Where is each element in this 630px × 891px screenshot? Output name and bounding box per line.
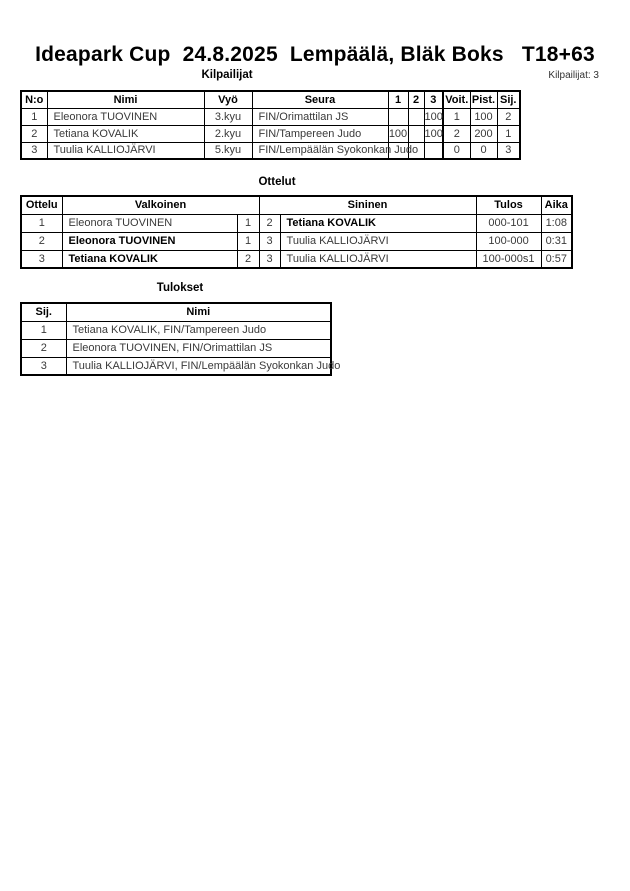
points-value: 200 (470, 125, 497, 142)
white-fighter-name: Tetiana KOVALIK (62, 250, 237, 268)
result-name (66, 321, 331, 339)
col-header-match3: 3 (424, 91, 443, 108)
col-header-nimi: Nimi (66, 303, 331, 321)
competitor-club (252, 142, 419, 159)
competitor-belt: 5.kyu (204, 142, 252, 159)
points-value: 0 (470, 142, 497, 159)
table-row (21, 125, 520, 142)
table-row (21, 250, 572, 268)
match-number: 2 (21, 232, 62, 250)
white-fighter-number: 1 (237, 214, 259, 232)
match-time: 0:31 (541, 232, 572, 250)
col-header-sij: Sij. (497, 91, 520, 108)
competitor-name: Tetiana KOVALIK (47, 125, 204, 142)
points-value: 100 (470, 108, 497, 125)
competitors-section-title: Kilpailijat (201, 69, 253, 81)
table-row (21, 142, 520, 159)
match3-score (424, 142, 443, 159)
matches-table (20, 195, 573, 269)
result-placement: 3 (21, 357, 66, 375)
match1-score (388, 108, 408, 125)
match-number: 3 (21, 250, 62, 268)
col-header-valkoinen: Valkoinen (62, 196, 259, 214)
white-fighter-number: 2 (237, 250, 259, 268)
table-row (21, 108, 520, 125)
results-table (20, 302, 341, 376)
match-result: 100-000s1 (476, 250, 541, 268)
blue-fighter-name: Tuulia KALLIOJÄRVI (280, 232, 476, 250)
col-header-tulos: Tulos (476, 196, 541, 214)
blue-fighter-name: Tetiana KOVALIK (280, 214, 476, 232)
match-time: 1:08 (541, 214, 572, 232)
result-name-text: Eleonora TUOVINEN, FIN/Orimattilan JS (72, 342, 273, 354)
blue-fighter-number: 2 (259, 214, 280, 232)
col-header-sij: Sij. (21, 303, 66, 321)
white-fighter-name: Eleonora TUOVINEN (62, 232, 237, 250)
table-row (21, 357, 331, 375)
match-result: 100-000 (476, 232, 541, 250)
competitor-number: 3 (21, 142, 47, 159)
wins-value: 2 (443, 125, 470, 142)
result-name (66, 339, 331, 357)
match-time: 0:57 (541, 250, 572, 268)
blue-fighter-name: Tuulia KALLIOJÄRVI (280, 250, 476, 268)
competitors-header-row (21, 91, 520, 108)
competitor-count: Kilpailijat: 3 (548, 70, 599, 81)
blue-fighter-number: 3 (259, 250, 280, 268)
match3-score: 100 (424, 108, 443, 125)
table-row (21, 214, 572, 232)
club-text: FIN/Lempäälän Syokonkan Judo (258, 144, 419, 157)
col-header-vyo: Vyö (204, 91, 252, 108)
table-row (21, 232, 572, 250)
match-number: 1 (21, 214, 62, 232)
col-header-nimi: Nimi (47, 91, 204, 108)
page-title: Ideapark Cup 24.8.2025 Lempäälä, Bläk Boks T18+63 (35, 43, 595, 66)
competitor-number: 2 (21, 125, 47, 142)
result-name-text: Tuulia KALLIOJÄRVI, FIN/Lempäälän Syokonkan Judo (72, 359, 341, 372)
placement-value: 1 (497, 125, 520, 142)
competitor-name: Eleonora TUOVINEN (47, 108, 204, 125)
blue-fighter-number: 3 (259, 232, 280, 250)
placement-value: 2 (497, 108, 520, 125)
match2-score (408, 108, 424, 125)
table-row (21, 321, 331, 339)
result-placement: 1 (21, 321, 66, 339)
col-header-sininen: Sininen (259, 196, 476, 214)
col-header-match2: 2 (408, 91, 424, 108)
col-header-voit: Voit. (443, 91, 470, 108)
white-fighter-number: 1 (237, 232, 259, 250)
matches-section-title: Ottelut (258, 176, 296, 188)
col-header-seura: Seura (252, 91, 388, 108)
table-row (21, 339, 331, 357)
club-text: FIN/Tampereen Judo (258, 127, 362, 140)
match2-score (408, 125, 424, 142)
club-text: FIN/Orimattilan JS (258, 110, 349, 123)
match1-score: 100 (388, 125, 408, 142)
match-result: 000-101 (476, 214, 541, 232)
competitor-number: 1 (21, 108, 47, 125)
result-name (66, 357, 341, 375)
col-header-pist: Pist. (470, 91, 497, 108)
col-header-ottelu: Ottelu (21, 196, 62, 214)
placement-value: 3 (497, 142, 520, 159)
competitors-table (20, 90, 521, 160)
matches-header-row (21, 196, 572, 214)
result-placement: 2 (21, 339, 66, 357)
match3-score: 100 (424, 125, 443, 142)
white-fighter-name: Eleonora TUOVINEN (62, 214, 237, 232)
results-header-row (21, 303, 331, 321)
col-header-match1: 1 (388, 91, 408, 108)
result-name-text: Tetiana KOVALIK, FIN/Tampereen Judo (72, 324, 267, 336)
col-header-aika: Aika (541, 196, 572, 214)
wins-value: 1 (443, 108, 470, 125)
col-header-no: N:o (21, 91, 47, 108)
competitor-club (252, 125, 388, 142)
competitor-club (252, 108, 388, 125)
wins-value: 0 (443, 142, 470, 159)
competitor-name: Tuulia KALLIOJÄRVI (47, 142, 204, 159)
competitor-belt: 2.kyu (204, 125, 252, 142)
results-section-title: Tulokset (156, 282, 204, 294)
competitor-belt: 3.kyu (204, 108, 252, 125)
